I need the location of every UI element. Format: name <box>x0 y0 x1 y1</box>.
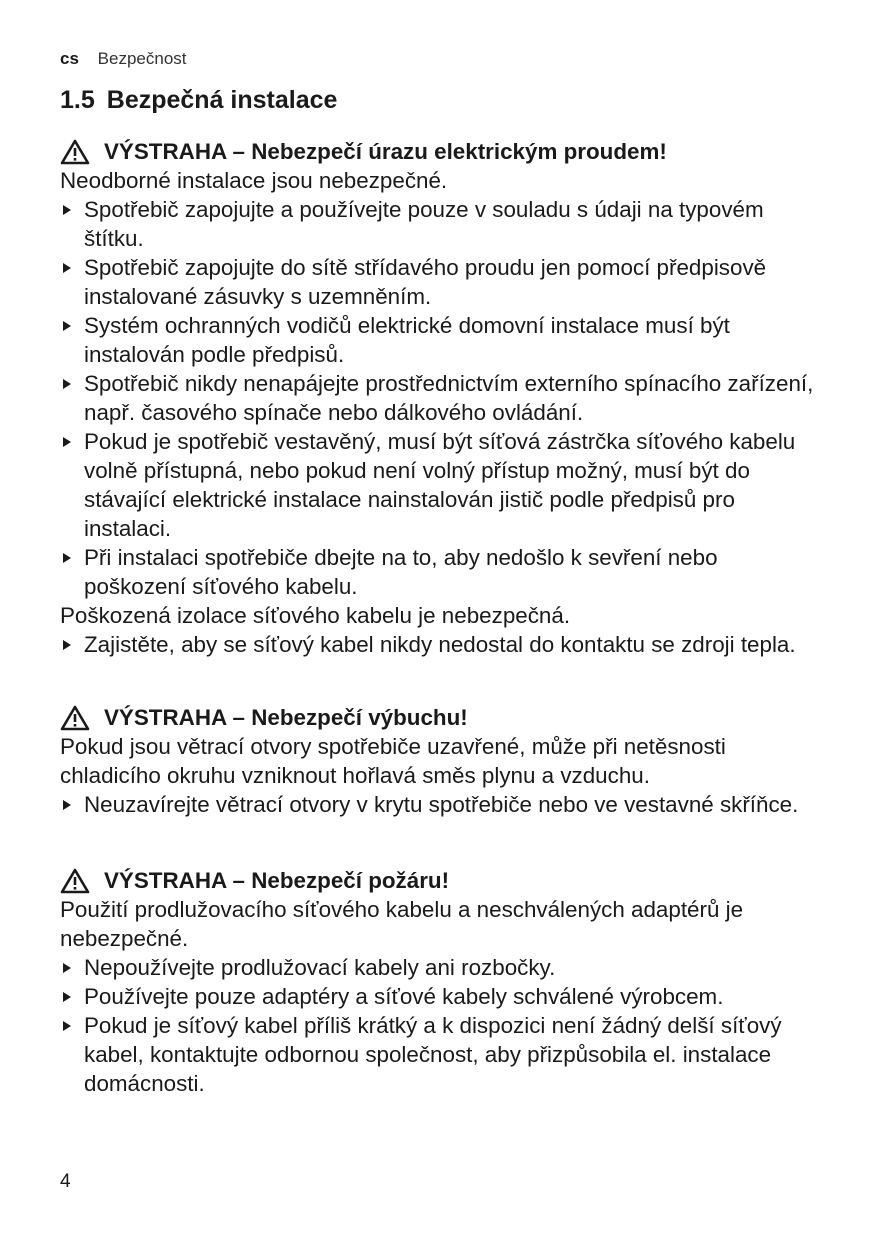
list-item: Nepoužívejte prodlužovací kabely ani rozbočky. <box>60 953 820 982</box>
list-item: Pokud je spotřebič vestavěný, musí být síťová zástrčka síťového kabelu volně přístupná, nebo pokud není volný přístup možný, musí být do stávající elektrické instalace nainstalován jistič podle předpisů pro instalaci. <box>60 427 820 543</box>
bullet-arrow-icon <box>63 205 71 215</box>
warning-electric <box>60 137 820 659</box>
list-item: Zajistěte, aby se síťový kabel nikdy nedostal do kontaktu se zdroji tepla. <box>60 630 820 659</box>
list-item: Spotřebič zapojujte do sítě střídavého proudu jen pomocí předpisově instalované zásuvky s uzemněním. <box>60 253 820 311</box>
bullet-arrow-icon <box>63 321 71 331</box>
instruction-list <box>60 953 820 1098</box>
page-title <box>60 86 337 115</box>
bullet-arrow-icon <box>63 800 71 810</box>
list-item: Spotřebič zapojujte a používejte pouze v souladu s údaji na typovém štítku. <box>60 195 820 253</box>
bullet-arrow-icon <box>63 437 71 447</box>
warning-heading <box>60 866 820 895</box>
bullet-arrow-icon <box>63 553 71 563</box>
warning-intro: Neodborné instalace jsou nebezpečné. <box>60 168 448 193</box>
warning-title: VÝSTRAHA – Nebezpečí požáru! <box>104 868 450 893</box>
warning-title: VÝSTRAHA – Nebezpečí úrazu elektrickým proudem! <box>104 139 667 164</box>
list-item: Neuzavírejte větrací otvory v krytu spotřebiče nebo ve vestavné skříňce. <box>60 790 820 819</box>
warning-heading <box>60 703 820 732</box>
title-number: 1.5 <box>60 86 95 114</box>
warning-intro: Pokud jsou větrací otvory spotřebiče uzavřené, může při netěsnosti chladicího okruhu vzniknout hořlavá směs plynu a vzduchu. <box>60 734 726 788</box>
page-number: 4 <box>60 1171 71 1192</box>
list-item: Používejte pouze adaptéry a síťové kabely schválené výrobcem. <box>60 982 820 1011</box>
warning-fire <box>60 866 820 1098</box>
bullet-arrow-icon <box>63 263 71 273</box>
page-header <box>60 49 187 69</box>
warning-triangle-icon <box>60 868 90 894</box>
title-text: Bezpečná instalace <box>106 86 338 114</box>
bullet-arrow-icon <box>63 992 71 1002</box>
language-code: cs <box>60 49 79 68</box>
list-item: Pokud je síťový kabel příliš krátký a k dispozici není žádný delší síťový kabel, kontaktujte odbornou společnost, aby přizpůsobila el. instalace domácnosti. <box>60 1011 820 1098</box>
instruction-list <box>60 195 820 601</box>
instruction-list <box>60 790 820 819</box>
warning-intro: Poškozená izolace síťového kabelu je nebezpečná. <box>60 603 571 628</box>
bullet-arrow-icon <box>63 379 71 389</box>
section-name: Bezpečnost <box>97 49 187 68</box>
warning-title: VÝSTRAHA – Nebezpečí výbuchu! <box>104 705 468 730</box>
warning-triangle-icon <box>60 139 90 165</box>
warning-heading <box>60 137 820 166</box>
bullet-arrow-icon <box>63 963 71 973</box>
list-item: Při instalaci spotřebiče dbejte na to, aby nedošlo k sevření nebo poškození síťového kabelu. <box>60 543 820 601</box>
bullet-arrow-icon <box>63 640 71 650</box>
warning-intro: Použití prodlužovacího síťového kabelu a neschválených adaptérů je nebezpečné. <box>60 897 744 951</box>
warning-explosion <box>60 703 820 819</box>
list-item: Systém ochranných vodičů elektrické domovní instalace musí být instalován podle předpisů. <box>60 311 820 369</box>
instruction-list <box>60 630 820 659</box>
list-item: Spotřebič nikdy nenapájejte prostřednictvím externího spínacího zařízení, např. časového spínače nebo dálkového ovládání. <box>60 369 820 427</box>
bullet-arrow-icon <box>63 1021 71 1031</box>
warning-triangle-icon <box>60 705 90 731</box>
